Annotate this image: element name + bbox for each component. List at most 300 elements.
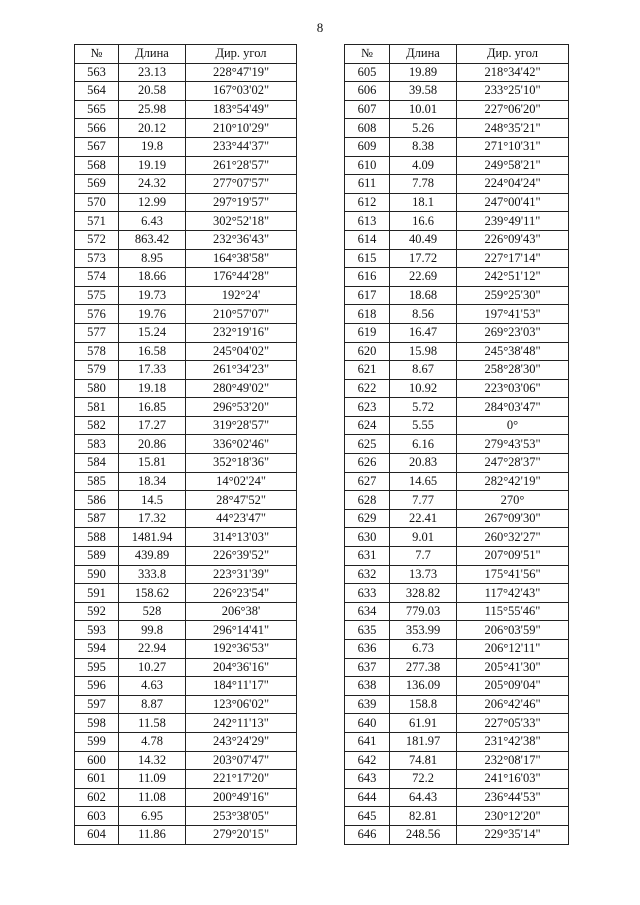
angle-cell: 242°51'12": [457, 268, 569, 287]
table-row: [75, 714, 297, 733]
point-number-cell: 612: [345, 193, 390, 212]
point-number-cell: 566: [75, 119, 119, 138]
angle-cell: 167°03'02": [186, 82, 297, 101]
point-number-cell: 619: [345, 323, 390, 342]
point-number-cell: 608: [345, 119, 390, 138]
angle-cell: 164°38'58": [186, 249, 297, 268]
table-row: [345, 547, 569, 566]
length-cell: 9.01: [390, 528, 457, 547]
table-row: [345, 472, 569, 491]
header-number: №: [75, 45, 119, 64]
table-row: [345, 584, 569, 603]
table-row: [345, 565, 569, 584]
length-cell: 248.56: [390, 825, 457, 844]
angle-cell: 115°55'46": [457, 602, 569, 621]
table-row: [75, 732, 297, 751]
length-cell: 13.73: [390, 565, 457, 584]
table-row: [75, 305, 297, 324]
length-cell: 24.32: [119, 175, 186, 194]
table-row: [75, 565, 297, 584]
point-number-cell: 604: [75, 825, 119, 844]
point-number-cell: 634: [345, 602, 390, 621]
point-number-cell: 617: [345, 286, 390, 305]
length-cell: 22.41: [390, 509, 457, 528]
point-number-cell: 614: [345, 230, 390, 249]
table-row: [75, 547, 297, 566]
table-row: [75, 156, 297, 175]
table-row: [75, 193, 297, 212]
length-cell: 82.81: [390, 807, 457, 826]
table-row: [345, 788, 569, 807]
point-number-cell: 616: [345, 268, 390, 287]
length-cell: 18.1: [390, 193, 457, 212]
angle-cell: 223°31'39": [186, 565, 297, 584]
angle-cell: 183°54'49": [186, 100, 297, 119]
point-number-cell: 642: [345, 751, 390, 770]
point-number-cell: 637: [345, 658, 390, 677]
angle-cell: 206°42'46": [457, 695, 569, 714]
length-cell: 40.49: [390, 230, 457, 249]
table-row: [345, 695, 569, 714]
angle-cell: 218°34'42": [457, 63, 569, 82]
angle-cell: 296°53'20": [186, 398, 297, 417]
point-number-cell: 606: [345, 82, 390, 101]
angle-cell: 197°41'53": [457, 305, 569, 324]
angle-cell: 123°06'02": [186, 695, 297, 714]
point-number-cell: 607: [345, 100, 390, 119]
point-number-cell: 588: [75, 528, 119, 547]
length-cell: 20.12: [119, 119, 186, 138]
point-number-cell: 627: [345, 472, 390, 491]
length-cell: 1481.94: [119, 528, 186, 547]
point-number-cell: 605: [345, 63, 390, 82]
table-row: [75, 602, 297, 621]
length-cell: 6.95: [119, 807, 186, 826]
point-number-cell: 564: [75, 82, 119, 101]
length-cell: 8.56: [390, 305, 457, 324]
length-cell: 19.19: [119, 156, 186, 175]
angle-cell: 243°24'29": [186, 732, 297, 751]
angle-cell: 206°38': [186, 602, 297, 621]
length-cell: 18.34: [119, 472, 186, 491]
length-cell: 22.94: [119, 640, 186, 659]
angle-cell: 227°17'14": [457, 249, 569, 268]
angle-cell: 279°43'53": [457, 435, 569, 454]
table-row: [345, 137, 569, 156]
angle-cell: 253°38'05": [186, 807, 297, 826]
point-number-cell: 565: [75, 100, 119, 119]
point-number-cell: 586: [75, 491, 119, 510]
table-row: [345, 342, 569, 361]
point-number-cell: 567: [75, 137, 119, 156]
table-row: [75, 621, 297, 640]
point-number-cell: 632: [345, 565, 390, 584]
angle-cell: 210°10'29": [186, 119, 297, 138]
length-cell: 12.99: [119, 193, 186, 212]
length-cell: 863.42: [119, 230, 186, 249]
length-cell: 328.82: [390, 584, 457, 603]
length-cell: 23.13: [119, 63, 186, 82]
table-row: [75, 379, 297, 398]
table-row: [345, 714, 569, 733]
table-row: [345, 491, 569, 510]
table-row: [75, 119, 297, 138]
length-cell: 5.72: [390, 398, 457, 417]
table-row: [345, 416, 569, 435]
table-row: [75, 677, 297, 696]
point-number-cell: 578: [75, 342, 119, 361]
point-number-cell: 635: [345, 621, 390, 640]
table-row: [345, 602, 569, 621]
length-cell: 20.83: [390, 454, 457, 473]
length-cell: 10.92: [390, 379, 457, 398]
length-cell: 20.86: [119, 435, 186, 454]
table-row: [75, 770, 297, 789]
angle-cell: 229°35'14": [457, 825, 569, 844]
table-row: [345, 193, 569, 212]
angle-cell: 230°12'20": [457, 807, 569, 826]
length-cell: 136.09: [390, 677, 457, 696]
length-cell: 11.86: [119, 825, 186, 844]
angle-cell: 44°23'47": [186, 509, 297, 528]
angle-cell: 302°52'18": [186, 212, 297, 231]
point-number-cell: 575: [75, 286, 119, 305]
length-cell: 779.03: [390, 602, 457, 621]
point-number-cell: 597: [75, 695, 119, 714]
table-row: [75, 825, 297, 844]
point-number-cell: 633: [345, 584, 390, 603]
point-number-cell: 644: [345, 788, 390, 807]
table-row: [75, 584, 297, 603]
point-number-cell: 602: [75, 788, 119, 807]
angle-cell: 248°35'21": [457, 119, 569, 138]
length-cell: 15.98: [390, 342, 457, 361]
point-number-cell: 609: [345, 137, 390, 156]
table-row: [345, 640, 569, 659]
point-number-cell: 603: [75, 807, 119, 826]
table-row: [345, 63, 569, 82]
length-cell: 7.77: [390, 491, 457, 510]
table-row: [75, 212, 297, 231]
table-row: [75, 435, 297, 454]
table-row: [75, 323, 297, 342]
point-number-cell: 628: [345, 491, 390, 510]
angle-cell: 247°28'37": [457, 454, 569, 473]
table-row: [345, 509, 569, 528]
point-number-cell: 640: [345, 714, 390, 733]
length-cell: 8.87: [119, 695, 186, 714]
table-row: [345, 732, 569, 751]
table-row: [345, 770, 569, 789]
point-number-cell: 611: [345, 175, 390, 194]
point-number-cell: 571: [75, 212, 119, 231]
angle-cell: 279°20'15": [186, 825, 297, 844]
angle-cell: 284°03'47": [457, 398, 569, 417]
angle-cell: 231°42'38": [457, 732, 569, 751]
length-cell: 158.8: [390, 695, 457, 714]
point-number-cell: 568: [75, 156, 119, 175]
point-number-cell: 622: [345, 379, 390, 398]
table-row: [345, 621, 569, 640]
angle-cell: 221°17'20": [186, 770, 297, 789]
angle-cell: 241°16'03": [457, 770, 569, 789]
angle-cell: 205°09'04": [457, 677, 569, 696]
angle-cell: 203°07'47": [186, 751, 297, 770]
angle-cell: 352°18'36": [186, 454, 297, 473]
table-row: [75, 491, 297, 510]
table-row: [75, 398, 297, 417]
point-number-cell: 587: [75, 509, 119, 528]
angle-cell: 270°: [457, 491, 569, 510]
header-angle: Дир. угол: [186, 45, 297, 64]
point-number-cell: 574: [75, 268, 119, 287]
header-angle: Дир. угол: [457, 45, 569, 64]
point-number-cell: 584: [75, 454, 119, 473]
table-row: [75, 416, 297, 435]
length-cell: 16.6: [390, 212, 457, 231]
table-row: [75, 137, 297, 156]
length-cell: 14.5: [119, 491, 186, 510]
angle-cell: 236°44'53": [457, 788, 569, 807]
point-number-cell: 630: [345, 528, 390, 547]
table-row: [75, 268, 297, 287]
point-number-cell: 580: [75, 379, 119, 398]
length-cell: 22.69: [390, 268, 457, 287]
point-number-cell: 590: [75, 565, 119, 584]
angle-cell: 242°11'13": [186, 714, 297, 733]
angle-cell: 176°44'28": [186, 268, 297, 287]
point-number-cell: 563: [75, 63, 119, 82]
length-cell: 72.2: [390, 770, 457, 789]
table-row: [75, 509, 297, 528]
point-number-cell: 615: [345, 249, 390, 268]
table-row: [75, 751, 297, 770]
angle-cell: 297°19'57": [186, 193, 297, 212]
point-number-cell: 573: [75, 249, 119, 268]
table-row: [345, 156, 569, 175]
table-row: [345, 230, 569, 249]
length-cell: 16.47: [390, 323, 457, 342]
length-cell: 4.63: [119, 677, 186, 696]
table-row: [75, 342, 297, 361]
point-number-cell: 645: [345, 807, 390, 826]
angle-cell: 223°03'06": [457, 379, 569, 398]
angle-cell: 175°41'56": [457, 565, 569, 584]
length-cell: 99.8: [119, 621, 186, 640]
angle-cell: 261°28'57": [186, 156, 297, 175]
length-cell: 10.27: [119, 658, 186, 677]
point-number-cell: 618: [345, 305, 390, 324]
point-number-cell: 570: [75, 193, 119, 212]
angle-cell: 282°42'19": [457, 472, 569, 491]
point-number-cell: 631: [345, 547, 390, 566]
length-cell: 64.43: [390, 788, 457, 807]
point-number-cell: 576: [75, 305, 119, 324]
point-number-cell: 596: [75, 677, 119, 696]
angle-cell: 233°25'10": [457, 82, 569, 101]
point-number-cell: 581: [75, 398, 119, 417]
table-row: [75, 361, 297, 380]
angle-cell: 277°07'57": [186, 175, 297, 194]
table-row: [345, 677, 569, 696]
table-row: [75, 528, 297, 547]
table-row: [345, 119, 569, 138]
header-length: Длина: [119, 45, 186, 64]
angle-cell: 319°28'57": [186, 416, 297, 435]
angle-cell: 184°11'17": [186, 677, 297, 696]
angle-cell: 296°14'41": [186, 621, 297, 640]
angle-cell: 267°09'30": [457, 509, 569, 528]
length-cell: 17.32: [119, 509, 186, 528]
angle-cell: 314°13'03": [186, 528, 297, 547]
angle-cell: 261°34'23": [186, 361, 297, 380]
table-row: [345, 807, 569, 826]
table-row: [75, 788, 297, 807]
angle-cell: 200°49'16": [186, 788, 297, 807]
length-cell: 17.72: [390, 249, 457, 268]
table-header-row: [75, 45, 297, 64]
length-cell: 10.01: [390, 100, 457, 119]
angle-cell: 233°44'37": [186, 137, 297, 156]
length-cell: 5.26: [390, 119, 457, 138]
length-cell: 353.99: [390, 621, 457, 640]
table-row: [345, 825, 569, 844]
angle-cell: 226°09'43": [457, 230, 569, 249]
table-row: [345, 212, 569, 231]
angle-cell: 205°41'30": [457, 658, 569, 677]
table-row: [75, 63, 297, 82]
length-cell: 19.8: [119, 137, 186, 156]
length-cell: 333.8: [119, 565, 186, 584]
table-row: [345, 435, 569, 454]
length-cell: 15.24: [119, 323, 186, 342]
table-row: [75, 249, 297, 268]
point-number-cell: 601: [75, 770, 119, 789]
point-number-cell: 572: [75, 230, 119, 249]
angle-cell: 226°39'52": [186, 547, 297, 566]
header-number: №: [345, 45, 390, 64]
point-number-cell: 585: [75, 472, 119, 491]
point-number-cell: 621: [345, 361, 390, 380]
table-row: [345, 398, 569, 417]
table-row: [345, 305, 569, 324]
point-number-cell: 646: [345, 825, 390, 844]
angle-cell: 207°09'51": [457, 547, 569, 566]
angle-cell: 271°10'31": [457, 137, 569, 156]
length-cell: 439.89: [119, 547, 186, 566]
angle-cell: 232°19'16": [186, 323, 297, 342]
point-number-cell: 629: [345, 509, 390, 528]
angle-cell: 247°00'41": [457, 193, 569, 212]
point-number-cell: 620: [345, 342, 390, 361]
angle-cell: 245°04'02": [186, 342, 297, 361]
header-length: Длина: [390, 45, 457, 64]
point-number-cell: 600: [75, 751, 119, 770]
length-cell: 7.7: [390, 547, 457, 566]
length-cell: 18.66: [119, 268, 186, 287]
length-cell: 8.67: [390, 361, 457, 380]
length-cell: 25.98: [119, 100, 186, 119]
angle-cell: 28°47'52": [186, 491, 297, 510]
point-number-cell: 583: [75, 435, 119, 454]
point-number-cell: 594: [75, 640, 119, 659]
point-number-cell: 625: [345, 435, 390, 454]
table-row: [345, 454, 569, 473]
length-cell: 11.58: [119, 714, 186, 733]
angle-cell: 249°58'21": [457, 156, 569, 175]
length-cell: 5.55: [390, 416, 457, 435]
angle-cell: 260°32'27": [457, 528, 569, 547]
angle-cell: 228°47'19": [186, 63, 297, 82]
table-row: [345, 82, 569, 101]
table-row: [345, 361, 569, 380]
table-header-row: [345, 45, 569, 64]
angle-cell: 245°38'48": [457, 342, 569, 361]
length-cell: 4.78: [119, 732, 186, 751]
length-cell: 6.16: [390, 435, 457, 454]
length-cell: 181.97: [390, 732, 457, 751]
angle-cell: 206°03'59": [457, 621, 569, 640]
length-cell: 15.81: [119, 454, 186, 473]
length-cell: 4.09: [390, 156, 457, 175]
length-cell: 20.58: [119, 82, 186, 101]
point-number-cell: 610: [345, 156, 390, 175]
table-row: [345, 286, 569, 305]
angle-cell: 224°04'24": [457, 175, 569, 194]
point-number-cell: 624: [345, 416, 390, 435]
point-number-cell: 626: [345, 454, 390, 473]
table-row: [75, 472, 297, 491]
point-number-cell: 592: [75, 602, 119, 621]
length-cell: 8.38: [390, 137, 457, 156]
length-cell: 39.58: [390, 82, 457, 101]
table-row: [75, 640, 297, 659]
table-row: [75, 175, 297, 194]
length-cell: 11.09: [119, 770, 186, 789]
length-cell: 74.81: [390, 751, 457, 770]
angle-cell: 117°42'43": [457, 584, 569, 603]
point-number-cell: 641: [345, 732, 390, 751]
point-number-cell: 639: [345, 695, 390, 714]
table-row: [345, 175, 569, 194]
table-row: [75, 807, 297, 826]
table-row: [75, 454, 297, 473]
point-number-cell: 579: [75, 361, 119, 380]
point-number-cell: 638: [345, 677, 390, 696]
point-number-cell: 582: [75, 416, 119, 435]
angle-cell: 239°49'11": [457, 212, 569, 231]
length-cell: 8.95: [119, 249, 186, 268]
angle-cell: 206°12'11": [457, 640, 569, 659]
angle-cell: 227°06'20": [457, 100, 569, 119]
angle-cell: 232°36'43": [186, 230, 297, 249]
coordinates-table-left: [74, 44, 297, 845]
angle-cell: 269°23'03": [457, 323, 569, 342]
angle-cell: 280°49'02": [186, 379, 297, 398]
length-cell: 277.38: [390, 658, 457, 677]
table-row: [75, 286, 297, 305]
angle-cell: 210°57'07": [186, 305, 297, 324]
angle-cell: 226°23'54": [186, 584, 297, 603]
length-cell: 17.27: [119, 416, 186, 435]
table-row: [345, 323, 569, 342]
point-number-cell: 595: [75, 658, 119, 677]
angle-cell: 258°28'30": [457, 361, 569, 380]
point-number-cell: 598: [75, 714, 119, 733]
point-number-cell: 591: [75, 584, 119, 603]
angle-cell: 192°36'53": [186, 640, 297, 659]
angle-cell: 204°36'16": [186, 658, 297, 677]
